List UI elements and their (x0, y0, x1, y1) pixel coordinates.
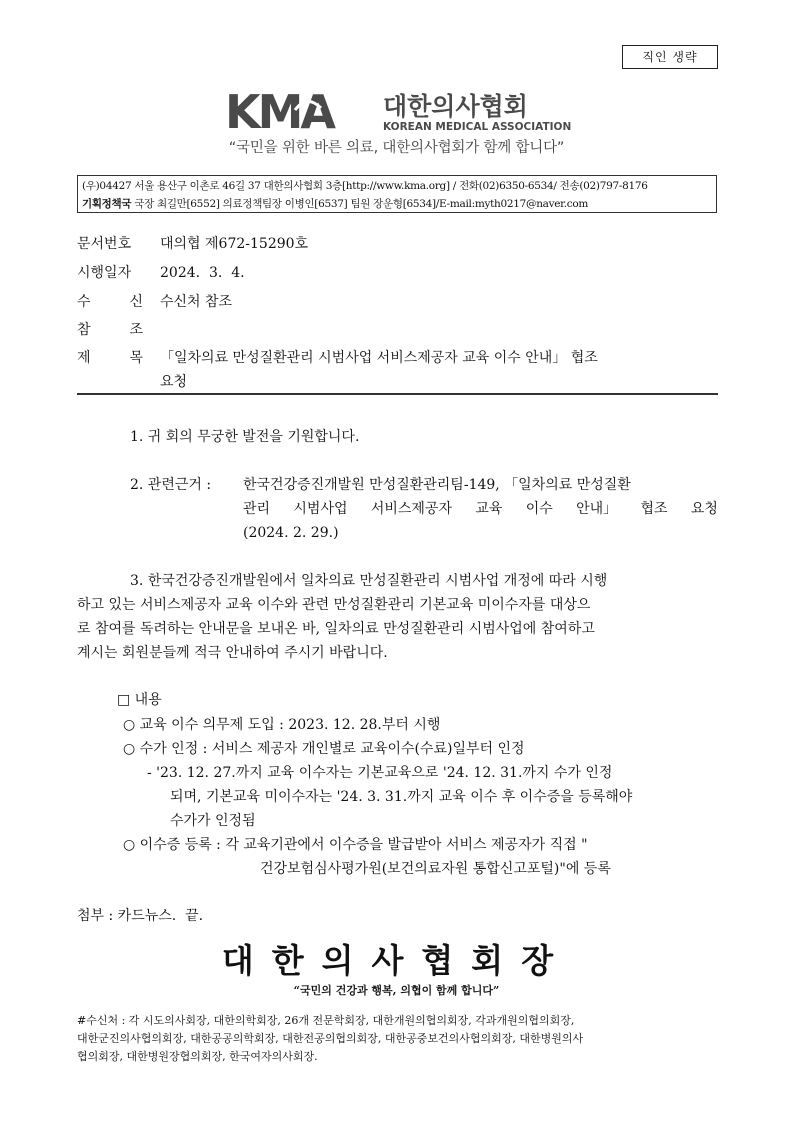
paragraph-3-line-4: 계시는 회원분들께 적극 안내하여 주시기 바랍니다. (77, 645, 388, 661)
contact-staff (82, 195, 712, 213)
reference-label: 참 조 (77, 322, 143, 338)
paragraph-3-line-3: 로 참여를 독려하는 안내문을 보내온 바, 일차의료 만성질환관리 시범사업에 참여하고 (77, 621, 595, 637)
content-item-2-sub-1: - '23. 12. 27.까지 교육 이수자는 기본교육으로 '24. 12. 31.까지 수가 인정 (147, 765, 613, 781)
content-item-2-sub-3: 수가가 인정됨 (170, 813, 256, 829)
paragraph-3-line-1: 3. 한국건강증진개발원에서 일차의료 만성질환관리 시범사업 개정에 따라 시행 (130, 573, 608, 589)
content-item-2: ○ 수가 인정 : 서비스 제공자 개인별로 교육이수(수료)일부터 인정 (123, 741, 525, 757)
signature-title: 대한의사협회장 (221, 941, 572, 980)
subject-line-2: 요청 (160, 374, 188, 390)
recipient: 수신처 참조 (160, 294, 233, 310)
recipient-list-line-2: 대한군진의사협의회장, 대한공공의학회장, 대한전공의협의회장, 대한공중보건의사협의회장, 대한병원의사 (77, 1032, 584, 1045)
logo-org-name: 대한의사협회 (383, 92, 528, 121)
date-label: 시행일자 (77, 265, 132, 281)
signature-motto: “국민의 건강과 행복, 의협이 함께 합니다” (293, 984, 500, 997)
kma-logo-mark (225, 88, 575, 136)
seal-omitted-box: 직인 생략 (622, 45, 718, 69)
paragraph-3-line-2: 하고 있는 서비스제공자 교육 이수와 관련 만성질환관리 기본교육 미이수자를 대상으 (77, 597, 591, 613)
contact-staff-detail: 국장 최길만[6552] 의료정책팀장 이병인[6537] 팀원 장운형[6534]/E-mail:myth0217@naver.com (131, 198, 589, 210)
logo-org-name-en: KOREAN MEDICAL ASSOCIATION (383, 121, 572, 133)
content-item-3-line-2: 건강보험심사평가원(보건의료자원 통합신고포털)"에 등록 (260, 861, 611, 877)
header-slogan: “국민을 위한 바른 의료, 대한의사협회가 함께 합니다” (228, 140, 565, 156)
contact-address: (우)04427 서울 용산구 이촌로 46길 37 대한의사협회 3층[http://www.kma.org] / 전화(02)6350-6534/ 전송(02)797-8176 (82, 180, 648, 192)
paragraph-2-line-2: 관리 시범사업 서비스제공자 교육 이수 안내」 협조 요청 (243, 501, 718, 517)
paragraph-1: 1. 귀 회의 무궁한 발전을 기원합니다. (130, 429, 360, 445)
recipient-list (77, 1012, 718, 1066)
subject-line-1: 「일차의료 만성질환관리 시범사업 서비스제공자 교육 이수 안내」 협조 (160, 350, 598, 366)
issue-date: 2024. 3. 4. (160, 265, 245, 281)
recipient-list-line-1: #수신처 : 각 시도의사회장, 대한의학회장, 26개 전문학회장, 대한개원의협의회장, 각과개원의협의회장, (77, 1014, 575, 1027)
content-item-1: ○ 교육 이수 의무제 도입 : 2023. 12. 28.부터 시행 (123, 717, 441, 733)
recipient-list-line-3: 협의회장, 대한병원장협의회장, 한국여자의사회장. (77, 1050, 318, 1063)
contact-box (77, 175, 717, 213)
recipient-label: 수 신 (77, 294, 143, 310)
content-item-2-sub-2: 되며, 기본교육 미이수자는 '24. 3. 31.까지 교육 이수 후 이수증을 등록해야 (170, 789, 633, 805)
paragraph-2-line-3: (2024. 2. 29.) (243, 525, 339, 541)
header-divider (77, 393, 718, 395)
kma-logo (225, 88, 575, 136)
subject-label: 제 목 (77, 350, 143, 366)
content-item-3-line-1: ○ 이수증 등록 : 각 교육기관에서 이수증을 발급받아 서비스 제공자가 직접 " (123, 837, 588, 853)
doc-number: 대의협 제672-15290호 (160, 236, 309, 252)
content-header: □ 내용 (117, 692, 162, 708)
attachment: 첨부 : 카드뉴스. 끝. (77, 908, 204, 924)
paragraph-2-prefix: 2. 관련근거 : (130, 477, 212, 493)
logo-letters: KMA (225, 88, 334, 136)
paragraph-2-line-1: 한국건강증진개발원 만성질환관리팀-149, 「일차의료 만성질환 (243, 477, 631, 493)
doc-number-label: 문서번호 (77, 236, 132, 252)
contact-dept: 기획정책국 (82, 198, 132, 210)
